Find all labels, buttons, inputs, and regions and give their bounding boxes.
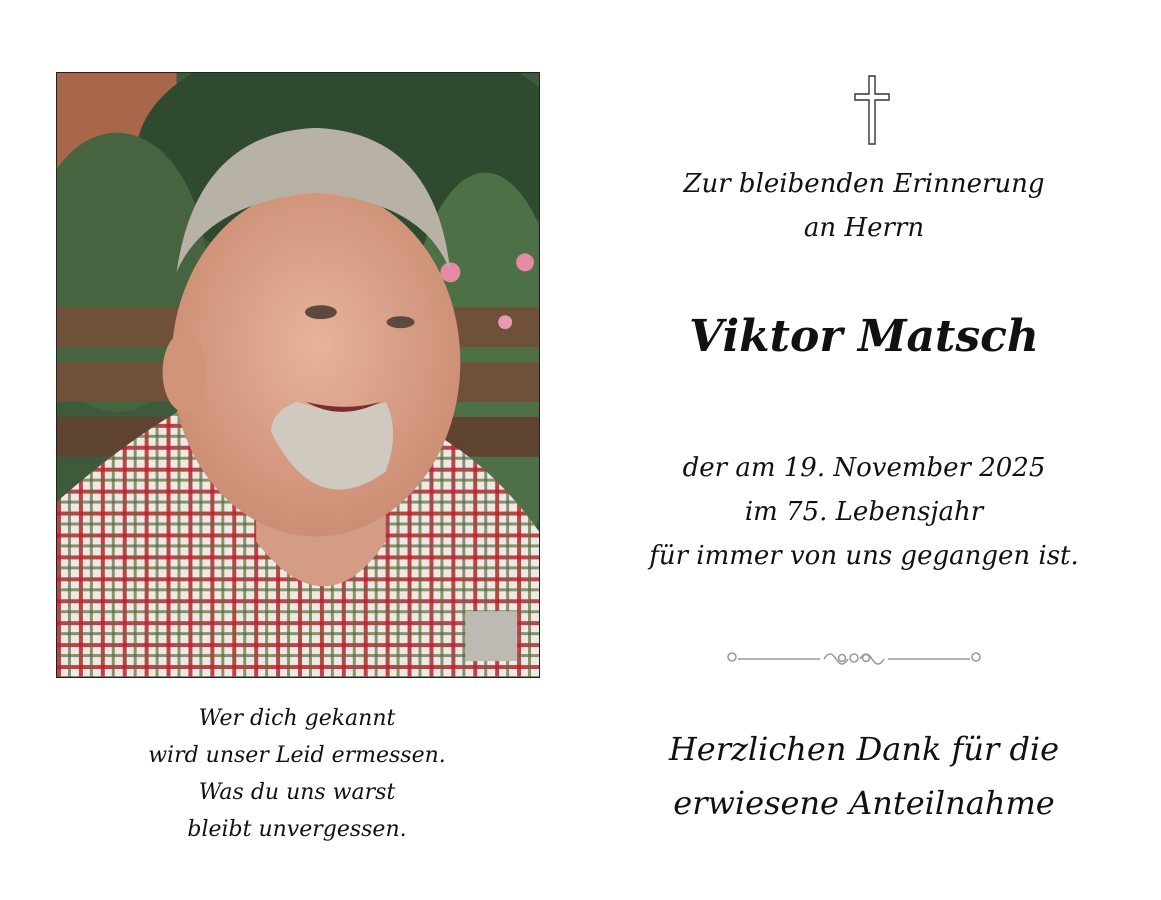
remembrance-intro bbox=[620, 162, 1108, 250]
cross-icon bbox=[852, 74, 892, 146]
thanks-line: Herzlichen Dank für die bbox=[668, 730, 1060, 768]
portrait-image bbox=[57, 73, 539, 677]
poem-line: Was du uns warst bbox=[198, 780, 396, 805]
thanks-message bbox=[620, 722, 1108, 830]
death-line: im 75. Lebensjahr bbox=[744, 497, 984, 527]
death-line: für immer von uns gegangen ist. bbox=[649, 541, 1079, 571]
thanks-line: erwiesene Anteilnahme bbox=[673, 784, 1055, 822]
deceased-name: Viktor Matsch bbox=[689, 311, 1039, 362]
portrait-photo bbox=[56, 72, 540, 678]
poem-line: wird unser Leid ermessen. bbox=[148, 743, 446, 768]
intro-line: an Herrn bbox=[803, 213, 925, 243]
ornament-divider bbox=[724, 646, 984, 668]
memorial-poem bbox=[130, 700, 464, 848]
poem-line: Wer dich gekannt bbox=[198, 706, 396, 731]
intro-line: Zur bleibenden Erinnerung bbox=[683, 169, 1045, 199]
death-line: der am 19. November 2025 bbox=[682, 453, 1046, 483]
poem-line: bleibt unvergessen. bbox=[187, 817, 407, 842]
death-notice bbox=[620, 446, 1108, 578]
